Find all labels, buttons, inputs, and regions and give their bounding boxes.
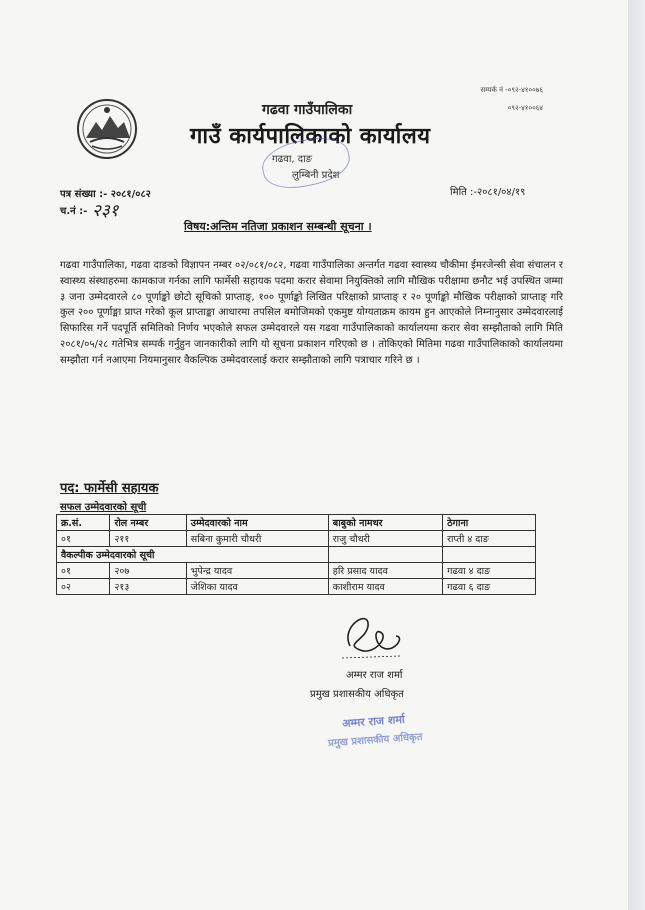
empty-cell [443,547,536,563]
table-header-row [57,515,536,531]
serial-cell: ०१ [57,563,110,579]
contact-number: सम्पर्क नं -०९२-४१००७६ [480,86,543,94]
contact-number-2: ०९२-४१००६४ [507,104,543,112]
table-row [57,563,536,579]
stamp-role: प्रमुख प्रशासकीय अधिकृत [327,731,423,750]
father-cell: हरि प्रसाद यादव [328,563,442,579]
address-cell: गढवा ६ दाङ [443,579,536,595]
roll-cell: २०७ [110,563,186,579]
successful-list-title: सफल उम्मेदवारको सूची [60,502,147,513]
dispatch-number: २३१ [92,201,119,221]
address-cell: राप्ती ४ दाङ [443,531,536,547]
municipality-name: गढवा गाउँपालिका [262,102,353,118]
office-address: गढवा, दाङ [272,154,313,165]
candidate-cell: सबिना कुमारी चौधरी [186,531,328,547]
notice-date: मिति :-२०८१/०४/१९ [450,187,526,198]
candidate-cell: जेशिका यादव [186,579,328,595]
column-header: रोल नम्बर [110,515,186,531]
column-header: उम्मेदवारको नाम [186,515,328,531]
notice-body: गढवा गाउँपालिका, गढवा दाङको विज्ञापन नम्बर ०२/०८१/०८२, गढवा गाउँपालिका अन्तर्गत गढवा स्वास्थ्य चौकीमा ईमरजेन्सी सेवा संचालन र स्वास्थ्य संस्थाहरुमा कामकाज गर्नका लागि फार्मेसी सहायक पदमा करार सेवामा नियुक्तिको लागि मौखिक परीक्षामा छनौट भई उपस्थित जम्मा ३ जना उम्मेदवारले ८० पूर्णाङ्को छोटो सूचिको प्राप्ताङ्, १०० पूर्णाङ्को लिखित परिक्षाको प्राप्ताङ् र २० पूर्णाङ्को मौखिक परीक्षाको प्राप्ताङ् गरि कुल २०० पूर्णाङ्मा प्राप्त गरेको कूल प्राप्ताङ्का आधारमा तपसिल बमोजिमको एकमुष्ट योग्यताक्रम कायम हुन आएकोले निम्नानुसार उम्मेदवारलाई सिफारिस गर्ने पदपूर्ति समितिको निर्णय भएकोले सफल उम्मेदवारले यस गढवा गाउँपालिकाको कार्यालयमा करार सेवा सम्झौताको लागि मिति २०८१/०५/२८ गतेभित्र सम्पर्क गर्नुहुन जानकारीको लागि यो सूचना प्रकाशन गरिएको छ । तोकिएको मितिमा गढवा गाउँपालिकाको कार्यालयमा सम्झौता गर्न नआएमा नियमानुसार वैकल्पिक उम्मेदवारलाई करार सम्झौताको लागि पत्राचार गरिने छ । [60,260,563,366]
letter-number: पत्र संख्या :- २०८१/०८२ [60,189,151,200]
alternate-list-title: वैकल्पीक उम्मेदवारको सूची [57,547,329,563]
post-title: पद: फार्मेसी सहायक [60,481,159,496]
signatory-name: अम्मर राज शर्मा [346,670,403,681]
province-name: लुम्बिनी प्रदेश [292,170,340,181]
signatory-role: प्रमुख प्रशासकीय अधिकृत [310,689,404,700]
government-emblem-icon [76,98,138,160]
father-cell: राजु चौधरी [328,531,442,547]
column-header: ठेगाना [443,515,536,531]
notice-subject: विषय:अन्तिम नतिजा प्रकाशन सम्बन्धी सूचना । [184,220,372,233]
address-cell: गढवा ४ दाङ [443,563,536,579]
signature-icon [330,606,410,666]
serial-cell: ०२ [57,579,110,595]
office-title: गाउँ कार्यपालिकाको कार्यालय [190,124,431,149]
empty-cell [328,547,442,563]
candidate-cell: भुपेन्द्र यादव [186,563,328,579]
table-row [57,531,536,547]
column-header: क्र.सं. [57,515,110,531]
results-table [56,514,536,595]
alternate-list-title-row [57,547,536,563]
dispatch-label: च.नं :- [60,206,88,217]
table-row [57,579,536,595]
father-cell: काशीराम यादव [328,579,442,595]
column-header: बाबुको नामथर [328,515,442,531]
viewer-edge [628,0,645,910]
serial-cell: ०१ [57,531,110,547]
roll-cell: २११ [110,531,186,547]
stamp-name: अम्मर राज शर्मा [341,712,406,731]
roll-cell: २१३ [110,579,186,595]
